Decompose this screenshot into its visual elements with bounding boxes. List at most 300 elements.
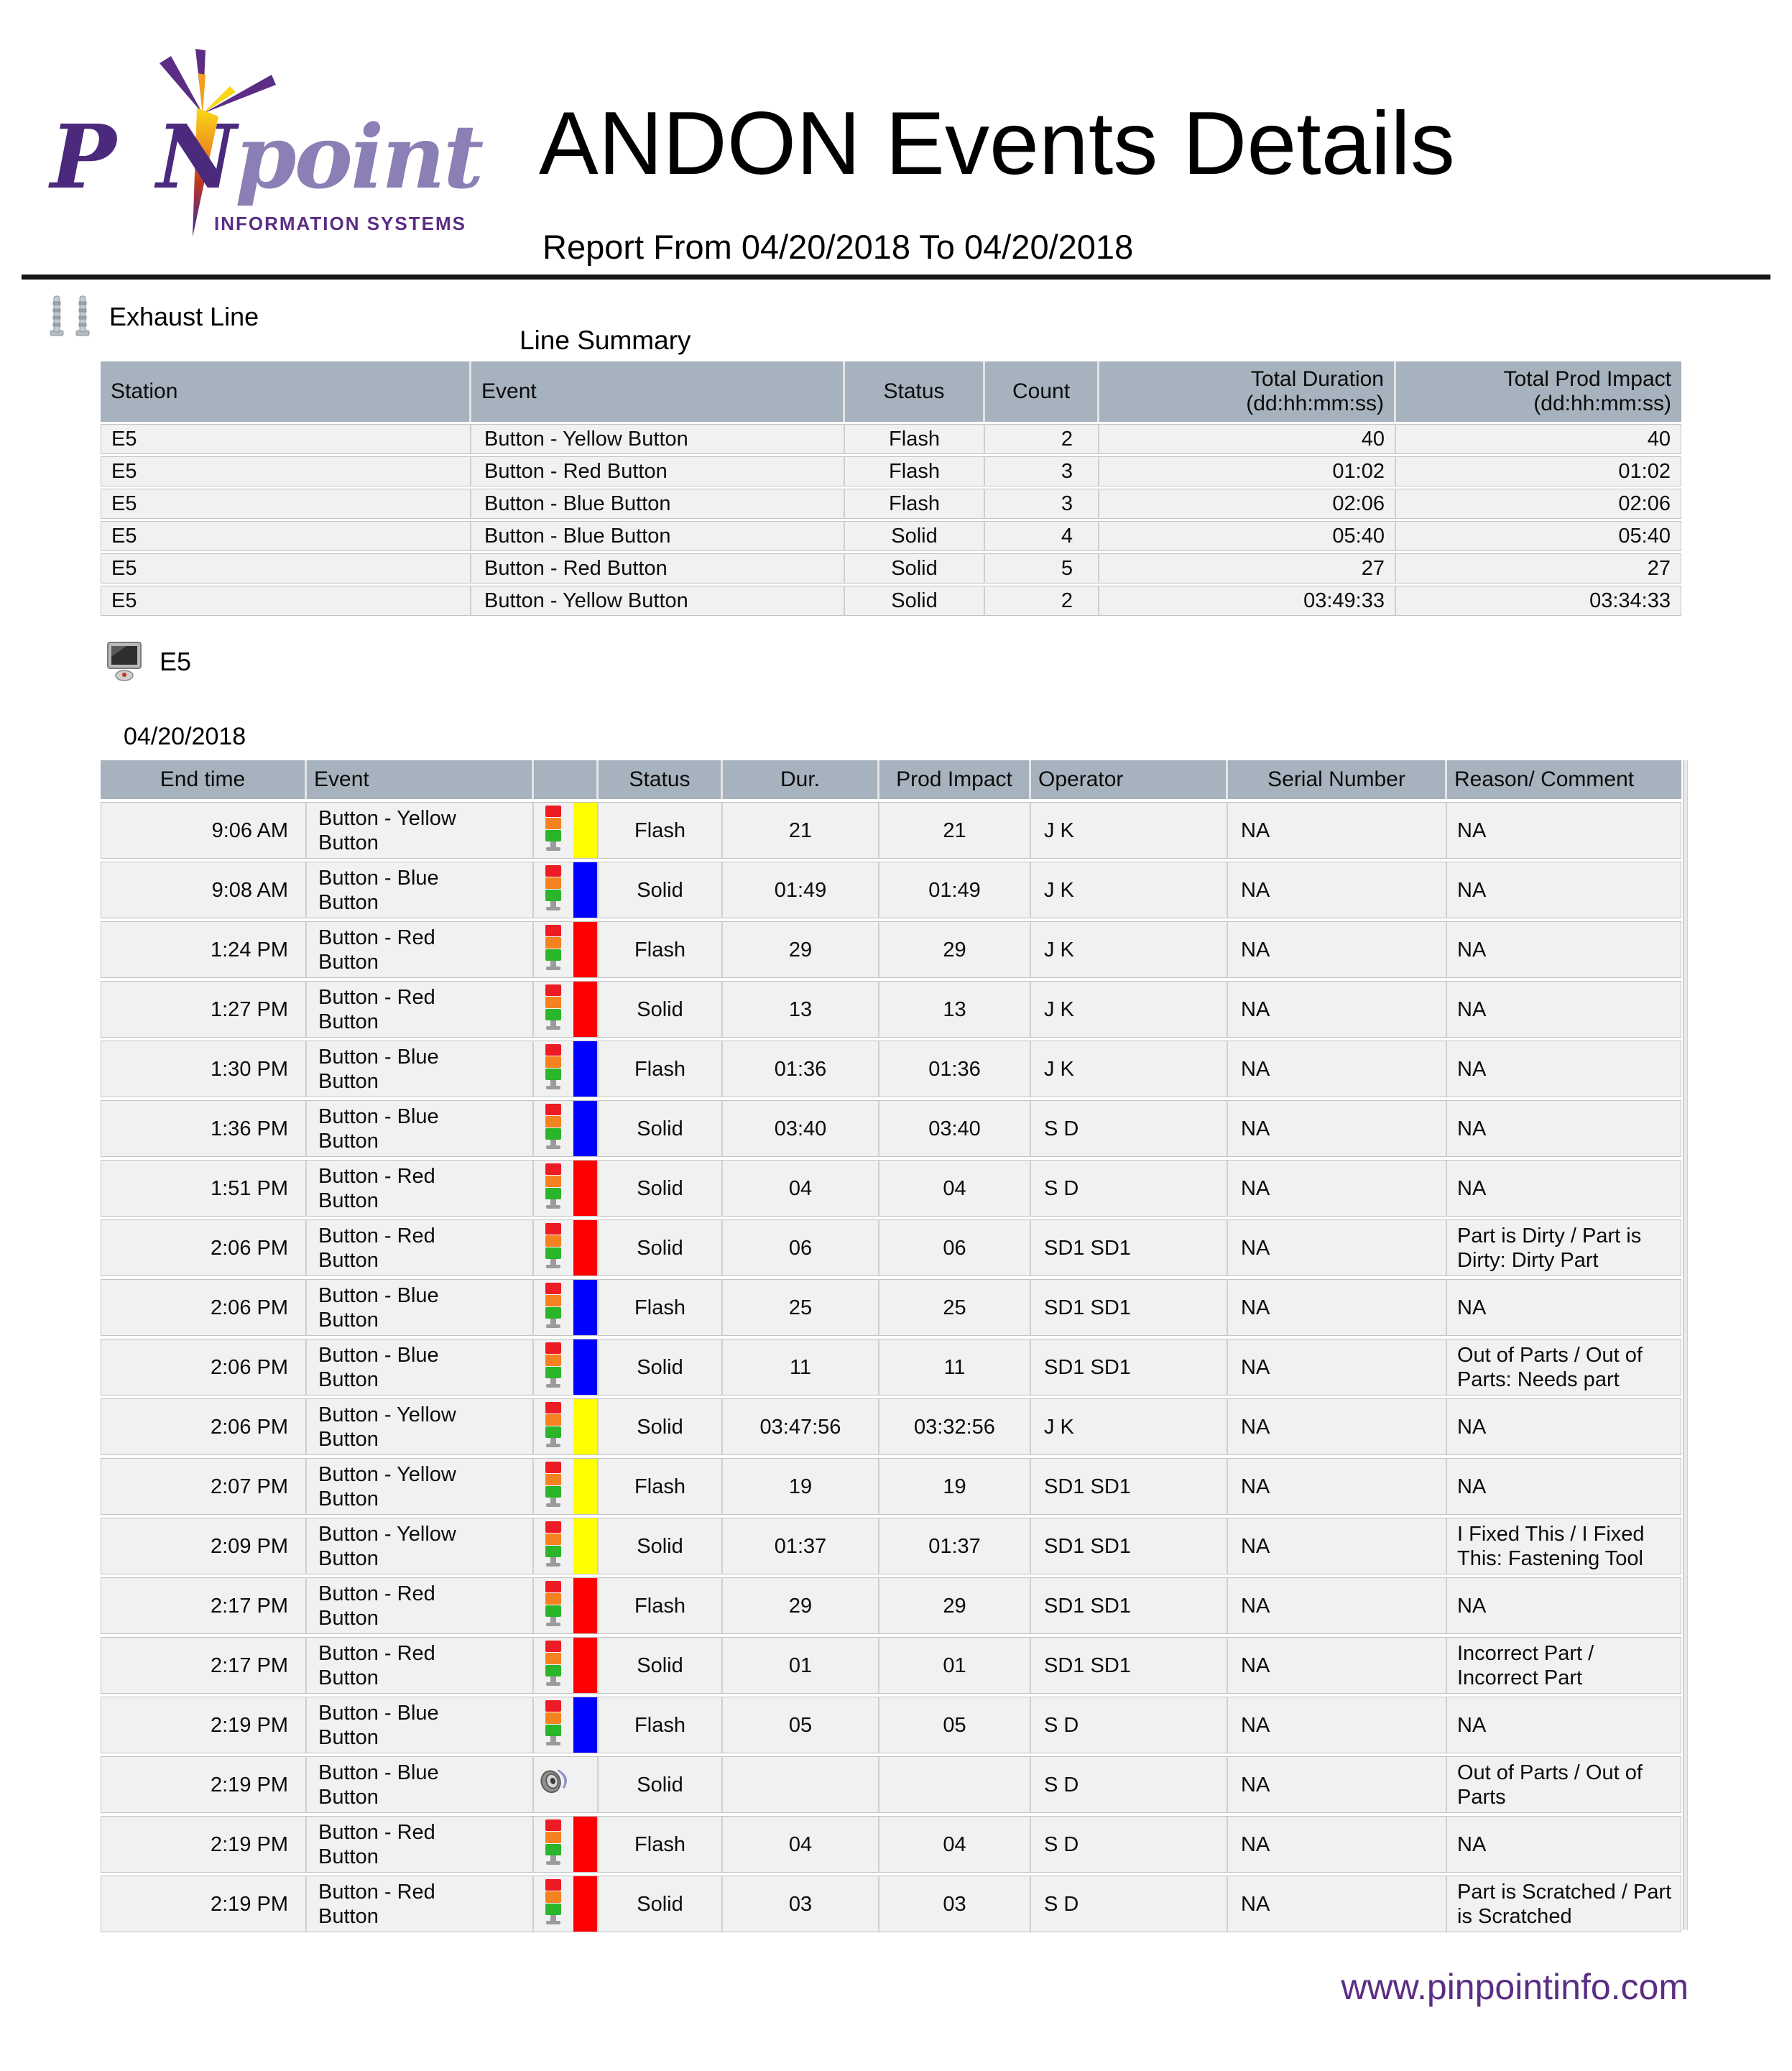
summary-row	[101, 553, 1681, 584]
event-operator: J K	[1031, 802, 1228, 859]
event-name: Button - Blue Button	[307, 1279, 534, 1336]
event-status: Solid	[599, 1100, 723, 1157]
details-col-header: Reason/ Comment	[1447, 760, 1681, 799]
details-row	[101, 1637, 1681, 1694]
summary-col-header: Event	[471, 361, 845, 422]
details-row	[101, 981, 1681, 1038]
summary-count: 5	[985, 553, 1099, 584]
event-operator: SD1 SD1	[1031, 1279, 1228, 1336]
event-device-cell	[534, 1518, 573, 1574]
event-end-time: 2:17 PM	[101, 1577, 307, 1634]
event-reason-comment: NA	[1447, 1160, 1681, 1217]
event-prod-impact	[879, 1756, 1031, 1813]
event-reason-comment: Incorrect Part / Incorrect Part	[1447, 1637, 1681, 1694]
event-duration: 21	[723, 802, 879, 859]
stack-light-icon	[540, 1341, 568, 1388]
stack-light-icon	[540, 983, 568, 1030]
event-name: Button - Yellow Button	[307, 802, 534, 859]
event-name: Button - Blue Button	[307, 1100, 534, 1157]
event-end-time: 1:36 PM	[101, 1100, 307, 1157]
pinpoint-logo	[50, 42, 496, 234]
summary-status: Flash	[845, 456, 985, 486]
event-prod-impact: 13	[879, 981, 1031, 1038]
event-status: Solid	[599, 1518, 723, 1574]
line-summary-table	[101, 359, 1681, 618]
stack-light-icon	[540, 1878, 568, 1925]
event-end-time: 2:19 PM	[101, 1876, 307, 1932]
event-end-time: 2:06 PM	[101, 1398, 307, 1455]
event-operator: J K	[1031, 921, 1228, 978]
event-color-bar	[573, 1518, 599, 1574]
event-name: Button - Blue Button	[307, 1697, 534, 1753]
event-serial-number: NA	[1228, 1100, 1447, 1157]
event-end-time: 2:19 PM	[101, 1697, 307, 1753]
event-color-bar	[573, 1577, 599, 1634]
stack-light-icon	[540, 1639, 568, 1687]
event-operator: SD1 SD1	[1031, 1458, 1228, 1515]
summary-status: Solid	[845, 553, 985, 584]
event-device-cell	[534, 981, 573, 1038]
event-color-bar	[573, 1398, 599, 1455]
event-status: Flash	[599, 1279, 723, 1336]
event-reason-comment: I Fixed This / I Fixed This: Fastening Tool	[1447, 1518, 1681, 1574]
summary-station: E5	[101, 553, 471, 584]
event-end-time: 2:19 PM	[101, 1816, 307, 1873]
event-color-bar	[573, 1756, 599, 1813]
event-operator: SD1 SD1	[1031, 1219, 1228, 1276]
stack-light-icon	[540, 804, 568, 852]
event-color-bar	[573, 1637, 599, 1694]
summary-total-duration: 27	[1099, 553, 1396, 584]
logo-tagline: INFORMATION SYSTEMS	[214, 213, 466, 234]
event-status: Flash	[599, 1816, 723, 1873]
summary-status: Flash	[845, 489, 985, 519]
event-operator: S D	[1031, 1697, 1228, 1753]
event-prod-impact: 03:32:56	[879, 1398, 1031, 1455]
event-device-cell	[534, 1339, 573, 1396]
event-serial-number: NA	[1228, 1518, 1447, 1574]
event-reason-comment: Part is Scratched / Part is Scratched	[1447, 1876, 1681, 1932]
event-name: Button - Red Button	[307, 1876, 534, 1932]
summary-station: E5	[101, 424, 471, 454]
event-color-bar	[573, 1458, 599, 1515]
station-name-label: E5	[160, 647, 192, 676]
event-status: Solid	[599, 1637, 723, 1694]
event-name: Button - Red Button	[307, 1637, 534, 1694]
event-serial-number: NA	[1228, 1756, 1447, 1813]
event-operator: S D	[1031, 1160, 1228, 1217]
event-status: Flash	[599, 1697, 723, 1753]
event-end-time: 9:06 AM	[101, 802, 307, 859]
event-operator: J K	[1031, 862, 1228, 918]
event-device-cell	[534, 1577, 573, 1634]
event-serial-number: NA	[1228, 1637, 1447, 1694]
event-status: Flash	[599, 921, 723, 978]
event-status: Solid	[599, 862, 723, 918]
details-row	[101, 862, 1681, 918]
event-device-cell	[534, 1100, 573, 1157]
report-day-label: 04/20/2018	[124, 723, 246, 750]
event-operator: SD1 SD1	[1031, 1339, 1228, 1396]
event-status: Flash	[599, 802, 723, 859]
details-col-header: Operator	[1031, 760, 1228, 799]
event-serial-number: NA	[1228, 981, 1447, 1038]
event-reason-comment: NA	[1447, 921, 1681, 978]
footer-website-link[interactable]: www.pinpointinfo.com	[1341, 1967, 1689, 2007]
event-serial-number: NA	[1228, 1041, 1447, 1097]
summary-event: Button - Red Button	[471, 553, 845, 584]
event-prod-impact: 04	[879, 1160, 1031, 1217]
event-end-time: 2:19 PM	[101, 1756, 307, 1813]
event-name: Button - Blue Button	[307, 862, 534, 918]
summary-row	[101, 456, 1681, 486]
event-prod-impact: 06	[879, 1219, 1031, 1276]
details-row	[101, 1876, 1681, 1932]
summary-total-prod-impact: 01:02	[1396, 456, 1681, 486]
event-prod-impact: 05	[879, 1697, 1031, 1753]
event-serial-number: NA	[1228, 1219, 1447, 1276]
summary-total-prod-impact: 03:34:33	[1396, 586, 1681, 616]
details-row	[101, 1279, 1681, 1336]
summary-col-header: Status	[845, 361, 985, 422]
event-name: Button - Yellow Button	[307, 1398, 534, 1455]
event-prod-impact: 01	[879, 1637, 1031, 1694]
details-row	[101, 1041, 1681, 1097]
summary-count: 4	[985, 521, 1099, 551]
event-operator: S D	[1031, 1756, 1228, 1813]
stack-light-icon	[540, 1699, 568, 1746]
event-color-bar	[573, 1279, 599, 1336]
event-end-time: 1:51 PM	[101, 1160, 307, 1217]
details-row	[101, 1518, 1681, 1574]
event-device-cell	[534, 862, 573, 918]
stack-light-icon	[540, 1401, 568, 1448]
event-duration: 01:37	[723, 1518, 879, 1574]
stack-light-icon	[540, 1222, 568, 1269]
event-color-bar	[573, 1219, 599, 1276]
andon-events-table	[101, 757, 1681, 1935]
event-prod-impact: 21	[879, 802, 1031, 859]
event-status: Solid	[599, 1756, 723, 1813]
summary-total-prod-impact: 27	[1396, 553, 1681, 584]
event-status: Solid	[599, 1398, 723, 1455]
event-serial-number: NA	[1228, 921, 1447, 978]
event-end-time: 9:08 AM	[101, 862, 307, 918]
stack-light-icon	[540, 1043, 568, 1090]
event-reason-comment: NA	[1447, 1041, 1681, 1097]
event-reason-comment: NA	[1447, 1816, 1681, 1873]
line-summary-body	[101, 424, 1681, 616]
event-serial-number: NA	[1228, 1160, 1447, 1217]
summary-row	[101, 489, 1681, 519]
details-row	[101, 1756, 1681, 1813]
event-reason-comment: Out of Parts / Out of Parts	[1447, 1756, 1681, 1813]
event-prod-impact: 04	[879, 1816, 1031, 1873]
event-end-time: 1:24 PM	[101, 921, 307, 978]
event-color-bar	[573, 1697, 599, 1753]
event-reason-comment: NA	[1447, 1577, 1681, 1634]
event-duration: 04	[723, 1160, 879, 1217]
summary-status: Solid	[845, 521, 985, 551]
event-color-bar	[573, 1160, 599, 1217]
event-reason-comment: NA	[1447, 1697, 1681, 1753]
event-name: Button - Red Button	[307, 981, 534, 1038]
details-row	[101, 1458, 1681, 1515]
event-name: Button - Red Button	[307, 921, 534, 978]
event-serial-number: NA	[1228, 1577, 1447, 1634]
event-operator: SD1 SD1	[1031, 1518, 1228, 1574]
summary-row	[101, 586, 1681, 616]
summary-total-prod-impact: 40	[1396, 424, 1681, 454]
details-row	[101, 1100, 1681, 1157]
stack-light-icon	[540, 1460, 568, 1508]
event-duration: 19	[723, 1458, 879, 1515]
summary-station: E5	[101, 586, 471, 616]
event-end-time: 2:06 PM	[101, 1339, 307, 1396]
event-duration: 05	[723, 1697, 879, 1753]
event-prod-impact: 19	[879, 1458, 1031, 1515]
summary-event: Button - Yellow Button	[471, 586, 845, 616]
summary-station: E5	[101, 456, 471, 486]
event-color-bar	[573, 921, 599, 978]
event-serial-number: NA	[1228, 1697, 1447, 1753]
summary-total-duration: 05:40	[1099, 521, 1396, 551]
event-end-time: 2:06 PM	[101, 1219, 307, 1276]
event-device-cell	[534, 1279, 573, 1336]
details-col-header: Dur.	[723, 760, 879, 799]
event-duration: 03	[723, 1876, 879, 1932]
event-operator: S D	[1031, 1816, 1228, 1873]
event-end-time: 1:30 PM	[101, 1041, 307, 1097]
event-operator: J K	[1031, 1041, 1228, 1097]
event-duration: 04	[723, 1816, 879, 1873]
event-device-cell	[534, 1219, 573, 1276]
details-col-header: Prod Impact	[879, 760, 1031, 799]
summary-count: 3	[985, 456, 1099, 486]
event-duration: 29	[723, 921, 879, 978]
event-duration: 25	[723, 1279, 879, 1336]
summary-event: Button - Red Button	[471, 456, 845, 486]
event-color-bar	[573, 1816, 599, 1873]
summary-total-duration: 02:06	[1099, 489, 1396, 519]
event-duration: 06	[723, 1219, 879, 1276]
summary-total-prod-impact: 05:40	[1396, 521, 1681, 551]
event-status: Solid	[599, 1219, 723, 1276]
event-device-cell	[534, 1756, 573, 1813]
event-device-cell	[534, 1876, 573, 1932]
event-serial-number: NA	[1228, 1339, 1447, 1396]
event-color-bar	[573, 1876, 599, 1932]
details-row	[101, 1697, 1681, 1753]
event-duration: 03:40	[723, 1100, 879, 1157]
event-device-cell	[534, 921, 573, 978]
event-name: Button - Blue Button	[307, 1756, 534, 1813]
event-device-cell	[534, 1816, 573, 1873]
event-operator: J K	[1031, 1398, 1228, 1455]
event-operator: SD1 SD1	[1031, 1577, 1228, 1634]
details-row	[101, 802, 1681, 859]
event-device-cell	[534, 1458, 573, 1515]
details-col-header: Status	[599, 760, 723, 799]
event-status: Solid	[599, 1876, 723, 1932]
event-name: Button - Yellow Button	[307, 1458, 534, 1515]
event-end-time: 1:27 PM	[101, 981, 307, 1038]
event-reason-comment: NA	[1447, 1279, 1681, 1336]
event-color-bar	[573, 1041, 599, 1097]
event-prod-impact: 03	[879, 1876, 1031, 1932]
logo-letter-n: N	[156, 105, 236, 208]
event-prod-impact: 25	[879, 1279, 1031, 1336]
event-duration: 01	[723, 1637, 879, 1694]
event-duration: 01:36	[723, 1041, 879, 1097]
event-name: Button - Blue Button	[307, 1339, 534, 1396]
event-prod-impact: 03:40	[879, 1100, 1031, 1157]
details-col-header: Serial Number	[1228, 760, 1447, 799]
stack-light-icon	[540, 1579, 568, 1627]
event-name: Button - Red Button	[307, 1160, 534, 1217]
event-color-bar	[573, 1100, 599, 1157]
summary-count: 2	[985, 586, 1099, 616]
stack-light-icon	[540, 1818, 568, 1865]
event-operator: J K	[1031, 981, 1228, 1038]
event-status: Flash	[599, 1577, 723, 1634]
speaker-icon	[535, 1763, 573, 1801]
summary-status: Solid	[845, 586, 985, 616]
event-serial-number: NA	[1228, 1279, 1447, 1336]
summary-event: Button - Yellow Button	[471, 424, 845, 454]
event-status: Solid	[599, 1160, 723, 1217]
details-row	[101, 1577, 1681, 1634]
event-duration	[723, 1756, 879, 1813]
summary-col-header: Total Duration (dd:hh:mm:ss)	[1099, 361, 1396, 422]
report-date-range: Report From 04/20/2018 To 04/20/2018	[542, 228, 1134, 266]
summary-station: E5	[101, 521, 471, 551]
stack-light-icon	[540, 923, 568, 971]
stack-light-icon	[540, 1102, 568, 1150]
event-name: Button - Red Button	[307, 1577, 534, 1634]
summary-col-header: Total Prod Impact (dd:hh:mm:ss)	[1396, 361, 1681, 422]
summary-total-duration: 01:02	[1099, 456, 1396, 486]
stack-light-icon	[540, 1281, 568, 1329]
details-row	[101, 1160, 1681, 1217]
summary-status: Flash	[845, 424, 985, 454]
summary-event: Button - Blue Button	[471, 489, 845, 519]
logo-word-point: point	[235, 105, 482, 208]
event-serial-number: NA	[1228, 1876, 1447, 1932]
summary-col-header: Station	[101, 361, 471, 422]
event-status: Solid	[599, 1339, 723, 1396]
event-serial-number: NA	[1228, 1458, 1447, 1515]
stack-light-icon	[540, 1520, 568, 1567]
stack-light-icon	[540, 864, 568, 911]
event-end-time: 2:06 PM	[101, 1279, 307, 1336]
line-pins-icon	[43, 290, 98, 341]
event-color-bar	[573, 1339, 599, 1396]
event-duration: 03:47:56	[723, 1398, 879, 1455]
event-operator: SD1 SD1	[1031, 1637, 1228, 1694]
summary-station: E5	[101, 489, 471, 519]
summary-count: 3	[985, 489, 1099, 519]
event-reason-comment: NA	[1447, 1458, 1681, 1515]
event-end-time: 2:07 PM	[101, 1458, 307, 1515]
event-color-bar	[573, 862, 599, 918]
details-row	[101, 1816, 1681, 1873]
stack-light-icon	[540, 1162, 568, 1209]
event-reason-comment: Out of Parts / Out of Parts: Needs part	[1447, 1339, 1681, 1396]
event-prod-impact: 01:49	[879, 862, 1031, 918]
event-duration: 29	[723, 1577, 879, 1634]
event-prod-impact: 01:37	[879, 1518, 1031, 1574]
event-end-time: 2:17 PM	[101, 1637, 307, 1694]
event-duration: 01:49	[723, 862, 879, 918]
details-col-header: End time	[101, 760, 307, 799]
details-row	[101, 1339, 1681, 1396]
event-device-cell	[534, 1160, 573, 1217]
logo-wordmark	[50, 105, 481, 208]
event-reason-comment: NA	[1447, 1398, 1681, 1455]
details-col-header: Event	[307, 760, 534, 799]
event-duration: 11	[723, 1339, 879, 1396]
event-status: Solid	[599, 981, 723, 1038]
line-summary-title: Line Summary	[519, 326, 691, 355]
event-operator: S D	[1031, 1876, 1228, 1932]
event-device-cell	[534, 1041, 573, 1097]
event-color-bar	[573, 802, 599, 859]
event-prod-impact: 01:36	[879, 1041, 1031, 1097]
details-header-row	[101, 760, 1681, 799]
summary-row	[101, 521, 1681, 551]
event-reason-comment: NA	[1447, 981, 1681, 1038]
event-device-cell	[534, 1398, 573, 1455]
logo-letter-p: P	[50, 105, 115, 208]
details-table-scrollbar[interactable]	[1683, 760, 1688, 1930]
event-prod-impact: 29	[879, 1577, 1031, 1634]
event-end-time: 2:09 PM	[101, 1518, 307, 1574]
event-reason-comment: NA	[1447, 862, 1681, 918]
event-color-bar	[573, 981, 599, 1038]
event-name: Button - Yellow Button	[307, 1518, 534, 1574]
page-title: ANDON Events Details	[539, 94, 1455, 193]
summary-total-duration: 03:49:33	[1099, 586, 1396, 616]
event-name: Button - Red Button	[307, 1219, 534, 1276]
summary-total-prod-impact: 02:06	[1396, 489, 1681, 519]
event-status: Flash	[599, 1458, 723, 1515]
details-col-header	[534, 760, 599, 799]
event-name: Button - Red Button	[307, 1816, 534, 1873]
line-name-label: Exhaust Line	[109, 302, 259, 331]
details-row	[101, 1398, 1681, 1455]
event-device-cell	[534, 1637, 573, 1694]
event-serial-number: NA	[1228, 802, 1447, 859]
event-serial-number: NA	[1228, 1816, 1447, 1873]
event-name: Button - Blue Button	[307, 1041, 534, 1097]
event-serial-number: NA	[1228, 1398, 1447, 1455]
event-prod-impact: 29	[879, 921, 1031, 978]
summary-col-header: Count	[985, 361, 1099, 422]
title-divider	[22, 275, 1770, 280]
event-device-cell	[534, 802, 573, 859]
event-operator: S D	[1031, 1100, 1228, 1157]
event-duration: 13	[723, 981, 879, 1038]
details-row	[101, 921, 1681, 978]
summary-count: 2	[985, 424, 1099, 454]
event-reason-comment: Part is Dirty / Part is Dirty: Dirty Part	[1447, 1219, 1681, 1276]
event-status: Flash	[599, 1041, 723, 1097]
summary-header-row	[101, 361, 1681, 422]
event-serial-number: NA	[1228, 862, 1447, 918]
summary-total-duration: 40	[1099, 424, 1396, 454]
event-reason-comment: NA	[1447, 802, 1681, 859]
